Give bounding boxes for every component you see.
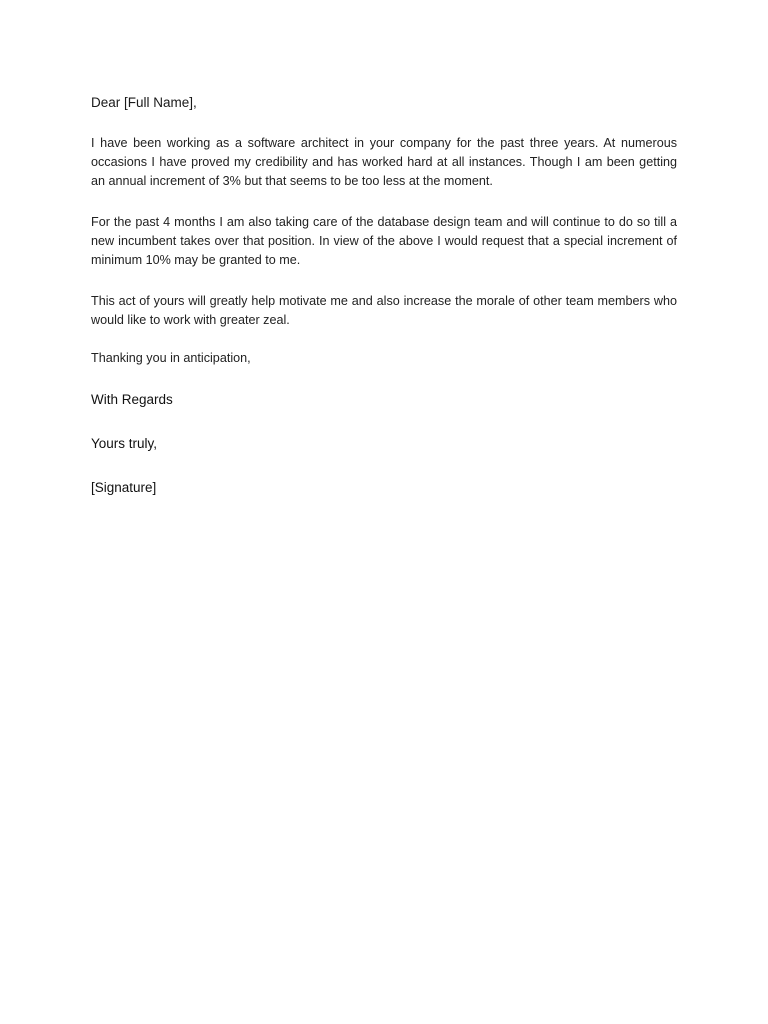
letter-body	[91, 93, 677, 522]
thanks-line: Thanking you in anticipation,	[91, 351, 251, 365]
sign-off-line: Yours truly,	[91, 436, 158, 451]
paragraph-motivation: This act of yours will greatly help motivate me and also increase the morale of other team members who would like to work with greater zeal.	[91, 294, 677, 327]
paragraph-service-history: I have been working as a software architect in your company for the past three years. At numerous occasions I have proved my credibility and has worked hard at all instances. Though I am been getting an annual increment of 3% but that seems to be too less at the moment.	[91, 136, 677, 188]
salutation: Dear [Full Name],	[91, 95, 197, 110]
paragraph-increment-request: For the past 4 months I am also taking care of the database design team and will continue to do so till a new incumbent takes over that position. In view of the above I would request that a special increment of minimum 10% may be granted to me.	[91, 215, 677, 267]
regards-line: With Regards	[91, 392, 173, 407]
signature-placeholder: [Signature]	[91, 480, 157, 495]
